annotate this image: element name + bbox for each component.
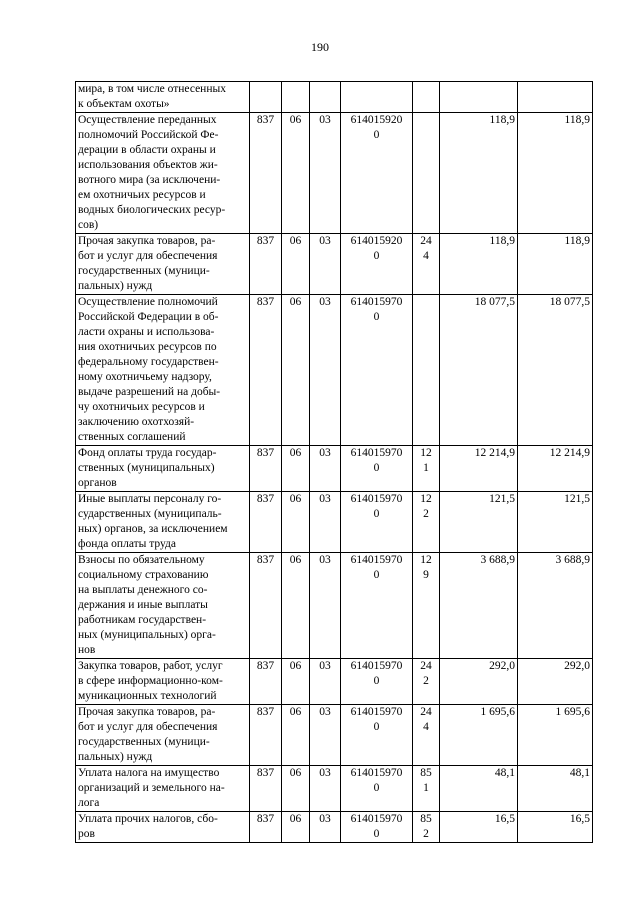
row-name-cell-line: ному охотничьему надзору, [78, 371, 212, 383]
subsection-cell: 03 [310, 812, 341, 843]
table-row [76, 766, 593, 812]
row-name-cell [76, 553, 250, 659]
target-article-cell-line: 614015970 [350, 447, 403, 459]
grbs-cell: 837 [250, 812, 282, 843]
target-article-cell-line: 0 [373, 250, 380, 262]
target-article-cell-line: 0 [373, 721, 380, 733]
target-article-cell [341, 82, 413, 113]
row-name-cell-line: пальных) нужд [78, 751, 153, 763]
amount-2-cell: 121,5 [518, 492, 593, 553]
table-row [76, 659, 593, 705]
row-name-cell-line: ственных соглашений [78, 431, 186, 443]
table-row [76, 234, 593, 295]
expense-type-cell-line: 85 [420, 813, 432, 825]
target-article-cell [341, 492, 413, 553]
target-article-cell [341, 553, 413, 659]
table-row [76, 446, 593, 492]
expense-type-cell-line: 1 [423, 782, 429, 794]
expense-type-cell [413, 492, 440, 553]
target-article-cell-line: 614015970 [350, 554, 403, 566]
subsection-cell: 03 [310, 766, 341, 812]
expense-type-cell-line: 12 [420, 447, 432, 459]
section-cell: 06 [282, 492, 310, 553]
row-name-cell-line: бот и услуг для обеспечения [78, 250, 218, 262]
section-cell: 06 [282, 766, 310, 812]
row-name-cell-line: сов) [78, 219, 99, 231]
amount-2-cell: 3 688,9 [518, 553, 593, 659]
row-name-cell-line: мира, в том числе отнесенных [78, 83, 226, 95]
expense-type-cell-line: 4 [423, 250, 429, 262]
target-article-cell-line: 0 [373, 675, 380, 687]
grbs-cell: 837 [250, 113, 282, 234]
amount-2-cell: 118,9 [518, 234, 593, 295]
expense-type-cell [413, 705, 440, 766]
subsection-cell: 03 [310, 113, 341, 234]
section-cell: 06 [282, 659, 310, 705]
row-name-cell [76, 234, 250, 295]
target-article-cell-line: 614015970 [350, 493, 403, 505]
row-name-cell-line: вотного мира (за исключени- [78, 174, 221, 186]
row-name-cell-line: Осуществление переданных [78, 114, 217, 126]
expense-type-cell [413, 659, 440, 705]
table-row [76, 492, 593, 553]
row-name-cell-line: полномочий Российской Фе- [78, 129, 219, 141]
row-name-cell-line: Осуществление полномочий [78, 296, 218, 308]
row-name-cell-line: Уплата налога на имущество [78, 767, 220, 779]
target-article-cell [341, 446, 413, 492]
amount-1-cell: 1 695,6 [440, 705, 518, 766]
amount-1-cell: 118,9 [440, 234, 518, 295]
row-name-cell-line: ем охотничьих ресурсов и [78, 189, 206, 201]
amount-1-cell: 3 688,9 [440, 553, 518, 659]
row-name-cell-line: использования объектов жи- [78, 159, 218, 171]
row-name-cell-line: Иные выплаты персоналу го- [78, 493, 222, 505]
row-name-cell-line: ственных (муниципальных) [78, 462, 215, 474]
section-cell: 06 [282, 295, 310, 446]
expense-type-cell-line: 12 [420, 493, 432, 505]
row-name-cell [76, 705, 250, 766]
target-article-cell-line: 0 [373, 828, 380, 840]
target-article-cell-line: 614015970 [350, 813, 403, 825]
row-name-cell-line: Российской Федерации в об- [78, 311, 219, 323]
row-name-cell-line: водных биологических ресур- [78, 204, 226, 216]
target-article-cell [341, 705, 413, 766]
expense-type-cell [413, 766, 440, 812]
table-row [76, 553, 593, 659]
row-name-cell [76, 446, 250, 492]
grbs-cell: 837 [250, 234, 282, 295]
expense-type-cell-line: 24 [420, 706, 432, 718]
budget-table [75, 81, 593, 843]
section-cell: 06 [282, 113, 310, 234]
row-name-cell [76, 295, 250, 446]
row-name-cell-line: Уплата прочих налогов, сбо- [78, 813, 218, 825]
row-name-cell-line: Прочая закупка товаров, ра- [78, 235, 216, 247]
target-article-cell-line: 0 [373, 782, 380, 794]
amount-2-cell: 12 214,9 [518, 446, 593, 492]
amount-2-cell: 1 695,6 [518, 705, 593, 766]
target-article-cell-line: 0 [373, 462, 380, 474]
expense-type-cell [413, 113, 440, 234]
row-name-cell-line: государственных (муници- [78, 265, 210, 277]
row-name-cell [76, 113, 250, 234]
row-name-cell-line: организаций и земельного на- [78, 782, 225, 794]
row-name-cell-line: дерации в области охраны и [78, 144, 216, 156]
amount-1-cell: 12 214,9 [440, 446, 518, 492]
expense-type-cell-line: 9 [423, 569, 429, 581]
expense-type-cell-line: 2 [423, 828, 429, 840]
section-cell: 06 [282, 553, 310, 659]
row-name-cell-line: Прочая закупка товаров, ра- [78, 706, 216, 718]
target-article-cell [341, 234, 413, 295]
row-name-cell-line: социальному страхованию [78, 569, 209, 581]
row-name-cell-line: ных) органов, за исключением [78, 523, 228, 535]
target-article-cell-line: 614015970 [350, 296, 403, 308]
grbs-cell: 837 [250, 492, 282, 553]
row-name-cell-line: в сфере информационно-ком- [78, 675, 223, 687]
expense-type-cell-line: 1 [423, 462, 429, 474]
target-article-cell-line: 0 [373, 569, 380, 581]
row-name-cell [76, 766, 250, 812]
subsection-cell: 03 [310, 553, 341, 659]
grbs-cell: 837 [250, 705, 282, 766]
grbs-cell: 837 [250, 295, 282, 446]
table-row [76, 82, 593, 113]
expense-type-cell [413, 553, 440, 659]
expense-type-cell-line: 4 [423, 721, 429, 733]
target-article-cell-line: 614015920 [350, 235, 403, 247]
row-name-cell-line: муникационных технологий [78, 690, 217, 702]
subsection-cell: 03 [310, 446, 341, 492]
amount-2-cell: 18 077,5 [518, 295, 593, 446]
row-name-cell-line: ных (муниципальных) орга- [78, 629, 216, 641]
row-name-cell-line: пальных) нужд [78, 280, 153, 292]
target-article-cell [341, 766, 413, 812]
target-article-cell [341, 812, 413, 843]
row-name-cell-line: ния охотничьих ресурсов по [78, 341, 217, 353]
row-name-cell-line: чу охотничьих ресурсов и [78, 401, 205, 413]
expense-type-cell-line: 12 [420, 554, 432, 566]
subsection-cell: 03 [310, 295, 341, 446]
row-name-cell-line: ров [78, 828, 95, 840]
table-row [76, 113, 593, 234]
target-article-cell-line: 614015920 [350, 114, 403, 126]
amount-1-cell: 118,9 [440, 113, 518, 234]
amount-1-cell: 48,1 [440, 766, 518, 812]
expense-type-cell [413, 234, 440, 295]
grbs-cell: 837 [250, 766, 282, 812]
amount-2-cell: 118,9 [518, 113, 593, 234]
grbs-cell: 837 [250, 553, 282, 659]
target-article-cell [341, 659, 413, 705]
section-cell: 06 [282, 446, 310, 492]
amount-1-cell: 121,5 [440, 492, 518, 553]
grbs-cell: 837 [250, 659, 282, 705]
amount-1-cell [440, 82, 518, 113]
row-name-cell-line: держания и иные выплаты [78, 599, 208, 611]
row-name-cell-line: Закупка товаров, работ, услуг [78, 660, 223, 672]
section-cell: 06 [282, 234, 310, 295]
row-name-cell-line: органов [78, 477, 117, 489]
row-name-cell [76, 659, 250, 705]
row-name-cell [76, 82, 250, 113]
section-cell: 06 [282, 705, 310, 766]
grbs-cell: 837 [250, 446, 282, 492]
expense-type-cell-line: 24 [420, 235, 432, 247]
row-name-cell-line: работникам государствен- [78, 614, 207, 626]
amount-2-cell: 48,1 [518, 766, 593, 812]
expense-type-cell [413, 295, 440, 446]
row-name-cell-line: государственных (муници- [78, 736, 210, 748]
subsection-cell: 03 [310, 659, 341, 705]
row-name-cell-line: Фонд оплаты труда государ- [78, 447, 217, 459]
amount-2-cell: 292,0 [518, 659, 593, 705]
amount-1-cell: 292,0 [440, 659, 518, 705]
amount-2-cell [518, 82, 593, 113]
row-name-cell [76, 812, 250, 843]
page-number: 190 [311, 40, 329, 54]
subsection-cell [310, 82, 341, 113]
subsection-cell: 03 [310, 492, 341, 553]
expense-type-cell [413, 82, 440, 113]
target-article-cell-line: 614015970 [350, 767, 403, 779]
amount-2-cell: 16,5 [518, 812, 593, 843]
target-article-cell-line: 0 [373, 311, 380, 323]
table-row [76, 705, 593, 766]
expense-type-cell [413, 812, 440, 843]
amount-1-cell: 18 077,5 [440, 295, 518, 446]
row-name-cell-line: нов [78, 644, 96, 656]
row-name-cell-line: Взносы по обязательному [78, 554, 205, 566]
expense-type-cell-line: 2 [423, 675, 429, 687]
target-article-cell-line: 0 [373, 508, 380, 520]
row-name-cell-line: выдаче разрешений на добы- [78, 386, 221, 398]
row-name-cell-line: федеральному государствен- [78, 356, 219, 368]
amount-1-cell: 16,5 [440, 812, 518, 843]
expense-type-cell-line: 24 [420, 660, 432, 672]
target-article-cell [341, 295, 413, 446]
expense-type-cell-line: 2 [423, 508, 429, 520]
target-article-cell-line: 0 [373, 129, 380, 141]
table-row [76, 295, 593, 446]
row-name-cell-line: бот и услуг для обеспечения [78, 721, 218, 733]
section-cell [282, 82, 310, 113]
section-cell: 06 [282, 812, 310, 843]
expense-type-cell [413, 446, 440, 492]
row-name-cell-line: лога [78, 797, 100, 809]
row-name-cell-line: сударственных (муниципаль- [78, 508, 222, 520]
subsection-cell: 03 [310, 705, 341, 766]
row-name-cell-line: на выплаты денежного со- [78, 584, 208, 596]
grbs-cell [250, 82, 282, 113]
row-name-cell-line: ласти охраны и использова- [78, 326, 215, 338]
expense-type-cell-line: 85 [420, 767, 432, 779]
subsection-cell: 03 [310, 234, 341, 295]
row-name-cell-line: фонда оплаты труда [78, 538, 177, 550]
target-article-cell-line: 614015970 [350, 706, 403, 718]
row-name-cell-line: к объектам охоты» [78, 98, 170, 110]
target-article-cell [341, 113, 413, 234]
table-row [76, 812, 593, 843]
row-name-cell-line: заключению охотхозяй- [78, 416, 195, 428]
row-name-cell [76, 492, 250, 553]
target-article-cell-line: 614015970 [350, 660, 403, 672]
